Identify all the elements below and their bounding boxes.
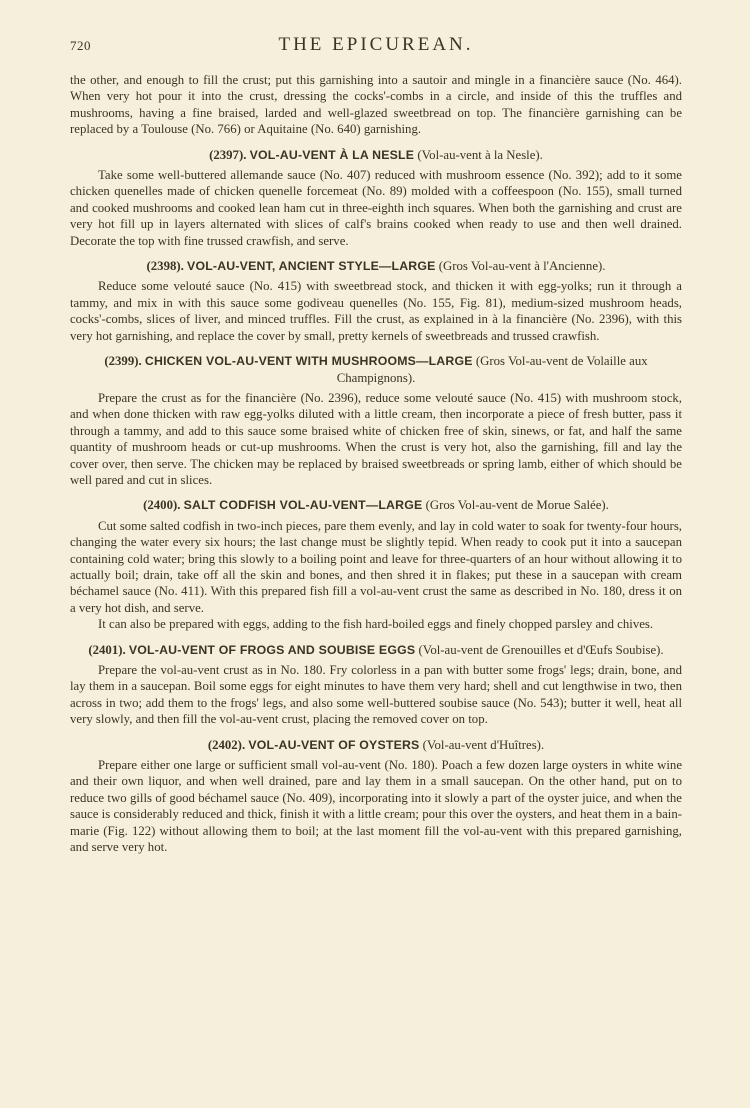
recipe-number: (2399).: [104, 354, 142, 369]
recipe-paragraph: Prepare the crust as for the financière (No. 2396), reduce some velouté sauce (No. 415) with mushroom stock, and when done thicken with raw egg-yolks diluted with a little cream, then incorporate a piece of fresh butter, pass it through a tammy, and add to this sauce some braised white of chicken free of skin, sinews, or fat, and half the same quantity of mushroom heads or cut-up mushrooms. When the crust is very hot, also the garnishing, fill and lay the cover over, then serve. The chicken may be replaced by braised sweetbreads or spring lamb, either of which should be well pared and cut in slices.: [70, 390, 682, 487]
recipe-title: SALT CODFISH VOL-AU-VENT—LARGE: [183, 498, 423, 513]
recipe-number: (2400).: [143, 498, 181, 513]
recipe-french-title: (Gros Vol-au-vent de Morue Salée).: [425, 498, 609, 513]
recipe-paragraph: Prepare the vol-au-vent crust as in No. 180. Fry colorless in a pan with butter some frogs' legs; drain, bone, and lay them in a saucepan. Boil some eggs for eight minutes to have them very hard; shell and cut lengthwise in two, then across in two; add them to the frogs' legs, and also some well-buttered soubise sauce (No. 543); butter it well, heat all very slowly, and then fill the vol-au-vent crust, placing the removed cover on top.: [70, 663, 682, 727]
recipe-paragraph: Cut some salted codfish in two-inch pieces, pare them evenly, and lay in cold water to soak for twenty-four hours, changing the water every six hours; the last change must be slightly tepid. When ready to cook put it into a saucepan containing cold water; bring this slowly to a boiling point and leave for three-quarters of an hour without allowing it to actually boil; drain, take off all the skin and bones, and then shred it in flakes; put these in a saucepan with cream béchamel sauce (No. 411). With this prepared fish fill a vol-au-vent crust the same as described in No. 180, dress it on a very hot dish, and serve.: [70, 518, 682, 615]
recipe-section: [70, 258, 682, 344]
recipe-heading: [70, 147, 682, 163]
recipe-heading: [70, 353, 682, 386]
recipe-paragraph: Take some well-buttered allemande sauce (No. 407) reduced with mushroom essence (No. 392); add to it some chicken quenelles made of chicken quenelle forcemeat (No. 89) molded with a coffeespoon (No. 155), small turned and cooked mushrooms and cooked lean ham cut in three-eighth inch squares. When both the garnishing and crust are very hot fill up in layers alternated with slices of calf's brains cooked when ready to use and then well drained. Decorate the top with fine trussed crawfish, and serve.: [70, 168, 682, 248]
recipe-heading: [70, 642, 682, 658]
recipe-paragraph: It can also be prepared with eggs, adding to the fish hard-boiled eggs and finely chopped parsley and chives.: [98, 617, 654, 632]
recipe-section: [70, 497, 682, 632]
recipe-section: [70, 147, 682, 249]
recipe-paragraph: Reduce some velouté sauce (No. 415) with sweetbread stock, and thicken it with egg-yolks; run it through a tammy, and mix in with this sauce some godiveau quenelles (No. 155, Fig. 81), medium-sized mushroom heads, cocks'-combs, slices of liver, and minced truffles. Fill the crust, as explained in à la financière (No. 2396), with this very hot garnishing, and replace the cover by small, pretty kernels of sweetbreads and trussed crawfish.: [70, 279, 682, 343]
intro-paragraph: the other, and enough to fill the crust; put this garnishing into a sautoir and mingle in a financière sauce (No. 464). When very hot pour it into the crust, dressing the cocks'-combs in a circle, and inside of this the truffles and mushrooms, having a fine braised, larded and well-glazed sweetbread on top. The financière garnishing can be replaced by a Toulouse (No. 766) or Aquitaine (No. 640) garnishing.: [70, 73, 682, 137]
page-number: 720: [70, 38, 91, 53]
running-head: [70, 34, 682, 60]
recipe-french-title: (Gros Vol-au-vent à l'Ancienne).: [438, 259, 606, 274]
recipe-title: CHICKEN VOL-AU-VENT WITH MUSHROOMS—LARGE: [144, 354, 473, 369]
recipe-section: [70, 642, 682, 728]
recipe-french-title: (Vol-au-vent de Grenouilles et d'Œufs Soubise).: [418, 642, 664, 657]
recipe-paragraph: Prepare either one large or sufficient small vol-au-vent (No. 180). Poach a few dozen large oysters in white wine and their own liquor, and when well drained, pare and lay them in a small saucepan. On the other hand, put on to reduce two gills of good béchamel sauce (No. 409), incorporating into it slowly a part of the oyster juice, and when the sauce is considerably reduced and thick, finish it with a little cream; pour this over the oysters, and heat them in a bain-marie (Fig. 122) without allowing them to boil; at the last moment fill the vol-au-vent with this prepared garnishing, and serve very hot.: [70, 758, 682, 855]
recipe-number: (2397).: [209, 147, 247, 162]
recipe-title: VOL-AU-VENT À LA NESLE: [249, 147, 415, 162]
recipe-french-title: (Vol-au-vent à la Nesle).: [417, 147, 543, 162]
recipe-heading: [70, 737, 682, 753]
recipe-section: [70, 353, 682, 488]
recipe-list: [70, 147, 682, 856]
recipe-french-title: (Gros Vol-au-vent de Volaille aux Champignons).: [336, 354, 648, 385]
recipe-title: VOL-AU-VENT OF FROGS AND SOUBISE EGGS: [128, 642, 416, 657]
recipe-title: VOL-AU-VENT OF OYSTERS: [248, 737, 420, 752]
recipe-number: (2401).: [88, 642, 126, 657]
page-content: [70, 72, 682, 855]
running-title: THE EPICUREAN.: [278, 34, 474, 55]
recipe-heading: [70, 497, 682, 513]
recipe-number: (2402).: [207, 737, 246, 752]
recipe-title: VOL-AU-VENT, ANCIENT STYLE—LARGE: [187, 259, 436, 274]
recipe-heading: [70, 258, 682, 274]
recipe-section: [70, 737, 682, 856]
recipe-french-title: (Vol-au-vent d'Huîtres).: [422, 737, 545, 752]
recipe-number: (2398).: [146, 259, 184, 274]
